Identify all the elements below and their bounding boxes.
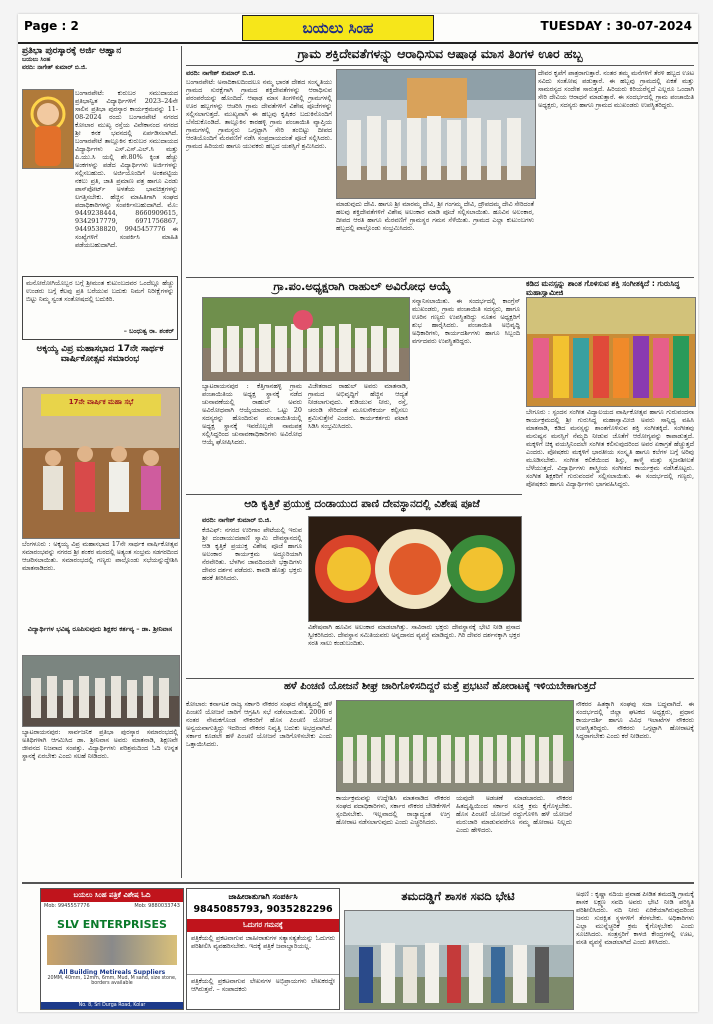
ad-banner: ಬಯಲು ಸಿಂಹ ಪತ್ರಿಕೆ ವಿಶೇಷ ಓದಿ (41, 889, 183, 902)
ad-contact-phones: 9845085793, 9035282296 (193, 904, 333, 915)
mla-visit-photo (344, 910, 574, 1010)
top-story-body-left: ಬಂಗಾರಪೇಟೆ: ಅನಾದಿಕಾಲದಿಂದಲೂ ನಮ್ಮ ಭಾರತ ದೇಶದ ಸಂಸ್ಕೃತಿಯು ಗ್ರಾಮದ ಸುರಕ್ಷೆಗಾಗಿ ಗ್ರಾಮದ ಶಕ್ತಿದೇವತೆಗಳನ್ನು ಆರಾಧಿಸುವ ಪರಂಪರೆಯನ್ನು ಹೊಂದಿದೆ. ಆಷಾಢ ಮಾಸ ತಿಂಗಳಿನಲ್ಲಿ ಗ್ರಾಮಗಳಲ್ಲಿ ಊರ ಹಬ್ಬಗಳನ್ನು ಆಚರಿಸಿ ಗ್ರಾಮ ದೇವತೆಗಳಿಗೆ ವಿಶೇಷ ಪೂಜೆಗಳನ್ನು ಸಲ್ಲಿಸಲಾಗುತ್ತದೆ. ಮುಖ್ಯವಾಗಿ ಈ ಹಬ್ಬವು ಕೃಷಿಕರ ಬದುಕಿನೊಂದಿಗೆ ಬೆಸೆದುಕೊಂಡಿದೆ. ತಾಲ್ಲೂಕಿನ ಕಾರಹಳ್ಳಿ ಗ್ರಾಮ ಪಂಚಾಯಿತಿ ವ್ಯಾಪ್ತಿಯ ಗ್ರಾಮಗಳಲ್ಲಿ ಗ್ರಾಮಸ್ಥರು ಒಗ್ಗಟ್ಟಾಗಿ ಸೇರಿ ತಂಬಿಟ್ಟು ದೀಪದ ಆರತಿಯೊಂದಿಗೆ ಮೆರವಣಿಗೆ ನಡೆಸಿ ಸಂಪ್ರದಾಯದಂತೆ ಪೂಜೆ ಸಲ್ಲಿಸಿದರು. ಗ್ರಾಮದ ಹಿರಿಯರು ಹಾಗೂ ಯುವಕರು ಹಬ್ಬದ ಯಶಸ್ಸಿಗೆ ಶ್ರಮಿಸಿದರು. (186, 78, 332, 150)
music-school-photo (526, 297, 696, 407)
newspaper-page (18, 14, 698, 1012)
ad-phone-left: Mob: 9945557776 (44, 903, 90, 909)
top-story-headline: ಗ್ರಾಮ ಶಕ್ತಿದೇವತೆಗಳನ್ನು ಆರಾಧಿಸುವ ಆಷಾಢ ಮಾಸ ತಿಂಗಳ ಊರ ಹಬ್ಬ (297, 46, 583, 61)
story1-body: ಬಂಗಾರಪೇಟೆ: ಕುರುಬರ ಸಮುದಾಯದ ಪ್ರತಿಭಾನ್ವಿತ ವಿದ್ಯಾರ್ಥಿಗಳಿಗೆ 2023–24ನೇ ಸಾಲಿನ ಪ್ರತಿಭಾ ಪುರಸ್ಕಾರ ಕಾರ್ಯಕ್ರಮವನ್ನು 11-08-2024 ರಂದು ಬಂಗಾರಪೇಟೆ ನಗರದ ಕೋಲಾರ ಮುಖ್ಯ ರಸ್ತೆಯ ವಿವೇಕಾನಂದ ನಗರದ ಶ್ರೀ ಕನಕ ಭವನದಲ್ಲಿ ಏರ್ಪಡಿಸಲಾಗಿದೆ. ಬಂಗಾರಪೇಟೆ ತಾಲ್ಲೂಕಿನ ಕುರುಬರ ಸಮುದಾಯದ ವಿದ್ಯಾರ್ಥಿಗಳು ಎಸ್.ಎಸ್.ಎಲ್.ಸಿ ಮತ್ತು ಪಿ.ಯು.ಸಿ ಯಲ್ಲಿ ಶೇ.80% ಕ್ಕಿಂತ ಹೆಚ್ಚು ಅಂಕಗಳನ್ನು ಪಡೆದ ವಿದ್ಯಾರ್ಥಿಗಳು ಅರ್ಜಿಗಳನ್ನು ಸಲ್ಲಿಸಬಹುದು. ಅರ್ಜಿಯೊಂದಿಗೆ ಅಂಕಪಟ್ಟಿಯ ನಕಲು ಪ್ರತಿ, ಜಾತಿ ಪ್ರಮಾಣ ಪತ್ರ ಹಾಗೂ ಎರಡು ಪಾಸ್‌ಪೋರ್ಟ್ ಅಳತೆಯ ಭಾವಚಿತ್ರಗಳನ್ನು ಲಗತ್ತಿಸಬೇಕು. ಹೆಚ್ಚಿನ ಮಾಹಿತಿಗಾಗಿ ಸಂಘದ ಪದಾಧಿಕಾರಿಗಳನ್ನು ಸಂಪರ್ಕಿಸಬಹುದಾಗಿದೆ. ಮೊ: 9449238444, 8660909615, 9342917779, 6971756867, 9449538820, 9945457776 ಈ ಸಂಖ್ಯೆಗಳಿಗೆ ಸಂಪರ್ಕಿಸಿ ಮಾಹಿತಿ ಪಡೆಯಬಹುದಾಗಿದೆ. (75, 89, 178, 249)
bottom-section-rule (22, 882, 694, 884)
notice-signature: – ಬಂಧುತ್ವ ರಾ. ಶಂಕರ್ (123, 327, 174, 335)
section-rule (186, 277, 694, 278)
masthead (18, 14, 698, 44)
ad-phone-right: Mob: 9880033743 (134, 903, 180, 909)
right-story-body: ಬೇಗೂರು : ಸ್ಪಂದನ ಸಂಗೀತ ವಿದ್ಯಾಲಯದ ವಾರ್ಷಿಕೋತ್ಸವ ಹಾಗೂ ಗುರುವಂದನಾ ಕಾರ್ಯಕ್ರಮದಲ್ಲಿ ಶ್ರೀ ಗುರುಸಿದ್ಧ ಮಹಾಸ್ವಾಮೀಜಿ ಅವರು ಸಾನ್ನಿಧ್ಯ ವಹಿಸಿ ಮಾತನಾಡಿ, ಕಡಿದ ಮನಸ್ಸನ್ನು ಶಾಂತಗೊಳಿಸುವ ಶಕ್ತಿ ಸಂಗೀತಕ್ಕಿದೆ. ಸಂಗೀತವು ಮನುಷ್ಯನ ಮನಸ್ಸಿಗೆ ನೆಮ್ಮದಿ ನೀಡುವ ಜೊತೆಗೆ ಆರೋಗ್ಯವನ್ನು ಕಾಪಾಡುತ್ತದೆ. ಮಕ್ಕಳಿಗೆ ಚಿಕ್ಕ ವಯಸ್ಸಿನಿಂದಲೇ ಸಂಗೀತ ಕಲಿಸುವುದರಿಂದ ಅವರ ಏಕಾಗ್ರತೆ ಹೆಚ್ಚುತ್ತದೆ ಎಂದರು. ಪೋಷಕರು ಮಕ್ಕಳಿಗೆ ಭಾರತೀಯ ಸಂಸ್ಕೃತಿ ಹಾಗೂ ಕಲೆಗಳ ಬಗ್ಗೆ ಅರಿವು ಮೂಡಿಸಬೇಕು. ಸಂಗೀತ ಕಲಿಕೆಯಿಂದ ಶಿಸ್ತು, ತಾಳ್ಮೆ ಮತ್ತು ಸೃಜನಶೀಲತೆ ಬೆಳೆಯುತ್ತದೆ. ವಿದ್ಯಾರ್ಥಿಗಳು ಶಾಸ್ತ್ರೀಯ ಸಂಗೀತದ ಕಾರ್ಯಕ್ರಮ ನಡೆಸಿಕೊಟ್ಟರು. ಸಂಗೀತ ಶಿಕ್ಷಕರಿಗೆ ಗುರುವಂದನೆ ಸಲ್ಲಿಸಲಾಯಿತು. ಈ ಸಂದರ್ಭದಲ್ಲಿ ಗಣ್ಯರು, ಪೋಷಕರು ಹಾಗೂ ವಿದ್ಯಾರ್ಥಿಗಳು ಭಾಗವಹಿಸಿದ್ದರು. (526, 408, 694, 488)
newspaper-title: ಬಯಲು ಸಿಂಹ (242, 15, 434, 41)
materials-graphic (47, 935, 177, 965)
story2-body: ಬೆಂಗಳೂರು : ಅಕ್ಕಯ್ಯ ವಿಪ್ರ ಮಹಾಸಭಾದ 17ನೇ ಸಾರ್ಥಕ ವಾರ್ಷಿಕೋತ್ಸವ ಸಮಾರಂಭವನ್ನು ನಗರದ ಶ್ರೀ ಶಂಕರ ಮಠದಲ್ಲಿ ಅತ್ಯಂತ ಸಂಭ್ರಮ ಸಡಗರದಿಂದ ಆಚರಿಸಲಾಯಿತು. ಸಮಾರಂಭದಲ್ಲಿ ಗಣ್ಯರು ಪಾಲ್ಗೊಂಡು ಸಭೆಯನ್ನುದ್ದೇಶಿಸಿ ಮಾತನಾಡಿದರು. (22, 540, 178, 572)
pension-story-headline: ಹಳೆ ಪಿಂಚಣಿ ಯೋಜನೆ ಶೀಘ್ರ ಜಾರಿಗೊಳಿಸದಿದ್ದರೆ ಮತ್ತೆ ಪ್ರಭಟನೆ ಹೋರಾಟಕ್ಕೆ ಇಳಿಯಬೇಕಾಗುತ್ತದೆ (283, 681, 597, 692)
slv-enterprises-ad (40, 888, 184, 1010)
top-story-byline: ವರದಿ: ನಾಗೇಶ್ ಕುಮಾರ್ ಬಿ.ಜಿ. (186, 69, 256, 77)
mid-story-body-right: ಸನ್ಮಾನಿಸಲಾಯಿತು. ಈ ಸಂದರ್ಭದಲ್ಲಿ ಕಾಂಗ್ರೆಸ್ ಮುಖಂಡರು, ಗ್ರಾಮ ಪಂಚಾಯಿತಿ ಸದಸ್ಯರು, ಹಾಗೂ ಊರಿನ ಗಣ್ಯರು ಉಪಸ್ಥಿತರಿದ್ದು ನೂತನ ಅಧ್ಯಕ್ಷರಿಗೆ ಶುಭ ಹಾರೈಸಿದರು. ಪಂಚಾಯಿತಿ ಅಭಿವೃದ್ಧಿ ಅಧಿಕಾರಿಗಳು, ಕಾರ್ಯದರ್ಶಿಗಳು ಹಾಗೂ ಸಿಬ್ಬಂದಿ ವರ್ಗದವರು ಉಪಸ್ಥಿತರಿದ್ದರು. (412, 297, 520, 345)
pension-story-body-far: ನೌಕರರ ಹಿತಕ್ಕಾಗಿ ಸಂಘವು ಸದಾ ಬದ್ಧವಾಗಿದೆ. ಈ ಸಂದರ್ಭದಲ್ಲಿ ಜಿಲ್ಲಾ ಘಟಕದ ಅಧ್ಯಕ್ಷರು, ಪ್ರಧಾನ ಕಾರ್ಯದರ್ಶಿ ಹಾಗೂ ವಿವಿಧ ಇಲಾಖೆಗಳ ನೌಕರರು ಉಪಸ್ಥಿತರಿದ್ದರು. ನೌಕರರು ಒಗ್ಗಟ್ಟಾಗಿ ಹೋರಾಟಕ್ಕೆ ಸಿದ್ಧರಾಗಬೇಕು ಎಂದು ಕರೆ ನೀಡಿದರು. (576, 700, 694, 740)
employees-group-photo (336, 700, 574, 792)
mid-story-body-mid: ವಿಜೇತರಾದ ರಾಹುಲ್ ಅವರು ಮಾತನಾಡಿ, ಗ್ರಾಮದ ಅಭಿವೃದ್ಧಿಗೆ ಹೆಚ್ಚಿನ ಆದ್ಯತೆ ನೀಡಲಾಗುವುದು. ಕುಡಿಯುವ ನೀರು, ರಸ್ತೆ, ಚರಂಡಿ ಸೇರಿದಂತೆ ಮೂಲಸೌಕರ್ಯ ಕಲ್ಪಿಸಲು ಶ್ರಮಿಸುತ್ತೇನೆ ಎಂದರು. ಕಾರ್ಯಕರ್ತರು ಪಟಾಕಿ ಸಿಡಿಸಿ ಸಂಭ್ರಮಿಸಿದರು. (308, 382, 408, 430)
stage-banner-text: 17ನೇ ವಾರ್ಷಿಕ ಮಹಾ ಸಭೆ (68, 398, 134, 406)
readers-notice-strip: ಓದುಗರ ಗಮನಕ್ಕೆ (187, 919, 339, 932)
notice-box (22, 276, 178, 340)
ad-details: 20MM, 40mm, 12mm, 6mm, Mud, M sand, size stone, borders available (47, 976, 177, 986)
bottom-story-headline: ತಮದಡ್ಡಿಗೆ ಶಾಸಕ ಸವದಿ ಭೇಟಿ (401, 889, 515, 903)
ad-company-name: SLV ENTERPRISES (57, 918, 167, 931)
readers-notice-body-2: ಪತ್ರಿಕೆಯಲ್ಲಿ ಪ್ರಕಟವಾಗುವ ಲೇಖನಗಳ ಅಭಿಪ್ರಾಯಗಳು ಲೇಖಕರದ್ದೇ ಆಗಿರುತ್ತವೆ. – ಸಂಪಾದಕರು (187, 974, 339, 1009)
temple-decoration-photo (308, 516, 522, 622)
top-story-body-mid: ಮಾಡುವುದು ದೇವಿ. ಹಾಗೂ ಶ್ರೀ ಮಾರಮ್ಮ ದೇವಿ, ಶ್ರೀ ಗಂಗಮ್ಮ ದೇವಿ, ದ್ರೌಪದಮ್ಮ ದೇವಿ ಸೇರಿದಂತೆ ಹಲವು ಶಕ್ತಿದೇವತೆಗಳಿಗೆ ವಿಶೇಷ ಅಲಂಕಾರ ಮಾಡಿ ಪೂಜೆ ಸಲ್ಲಿಸಲಾಯಿತು. ಹೂವಿನ ಅಲಂಕಾರ, ದೀಪದ ಆರತಿ ಹಾಗೂ ಮೆರವಣಿಗೆ ಗ್ರಾಮಸ್ಥರ ಗಮನ ಸೆಳೆಯಿತು. ಗ್ರಾಮದ ಎಲ್ಲಾ ಕುಟುಂಬಗಳು ಹಬ್ಬದಲ್ಲಿ ಪಾಲ್ಗೊಂಡು ಸಂಭ್ರಮಿಸಿದರು. (336, 200, 534, 232)
mid-story-body-left: ಬ್ಯಾಟರಾಯನಪುರ : ಕೆತ್ತಿಗಾನಹಳ್ಳಿ ಗ್ರಾಮ ಪಂಚಾಯಿತಿಯ ಅಧ್ಯಕ್ಷ ಸ್ಥಾನಕ್ಕೆ ನಡೆದ ಚುನಾವಣೆಯಲ್ಲಿ ರಾಹುಲ್ ಅವರು ಅವಿರೋಧವಾಗಿ ಆಯ್ಕೆಯಾದರು. ಒಟ್ಟು 20 ಸದಸ್ಯರನ್ನು ಹೊಂದಿರುವ ಪಂಚಾಯಿತಿಯಲ್ಲಿ ಅಧ್ಯಕ್ಷ ಸ್ಥಾನಕ್ಕೆ ಇವರೊಬ್ಬರೇ ನಾಮಪತ್ರ ಸಲ್ಲಿಸಿದ್ದರಿಂದ ಚುನಾವಣಾಧಿಕಾರಿಗಳು ಅವಿರೋಧ ಆಯ್ಕೆ ಘೋಷಿಸಿದರು. (202, 382, 302, 446)
ad-tagline: All Building Metireals Suppliers (58, 969, 166, 976)
story2-headline: ಅಕ್ಕಯ್ಯ ವಿಪ್ರ ಮಹಾಸಭಾದ 17ನೇ ಸಾರ್ಥಕ ವಾರ್ಷಿಕೋತ್ಸವ ಸಮಾರಂಭ (36, 344, 164, 365)
vipra-sabha-stage-photo (22, 387, 180, 539)
aadi-story-body-left: ಕೆಜಿಎಫ್: ನಗರದ ಉರಿಗಾಂ ಪೇಟೆಯಲ್ಲಿ ಇರುವ ಶ್ರೀ ದಂಡಾಯುದಪಾಣಿ ಸ್ವಾಮಿ ದೇವಸ್ಥಾನದಲ್ಲಿ ಆಡಿ ಕೃತ್ತಿಕೆ ಪ್ರಯುಕ್ತ ವಿಶೇಷ ಪೂಜೆ ಹಾಗೂ ಅಲಂಕಾರ ಕಾರ್ಯಕ್ರಮ ಅದ್ಧೂರಿಯಾಗಿ ನೆರವೇರಿತು. ಬೆಳಗಿನ ಜಾವದಿಂದಲೇ ಭಕ್ತಾದಿಗಳು ದೇವರ ದರ್ಶನ ಪಡೆದರು. ಕಾವಡಿ ಹೊತ್ತು ಭಕ್ತರು ಹರಕೆ ತೀರಿಸಿದರು. (202, 526, 302, 582)
issue-date: TUESDAY : 30-07-2024 (540, 19, 692, 33)
page-number: Page : 2 (24, 19, 79, 33)
story3-body: ಬ್ಯಾಟರಾಯನಪುರ: ಸಾರ್ವಜನಿಕ ಪ್ರತಿಭಾ ಪುರಸ್ಕಾರ ಸಮಾರಂಭದಲ್ಲಿ ಅತಿಥಿಗಳಾಗಿ ಆಗಮಿಸಿದ ಡಾ. ಶ್ರೀನಿವಾಸ ಅವರು ಮಾತನಾಡಿ, ಶಿಕ್ಷಣವೇ ಜೀವನದ ನಿಜವಾದ ಸಂಪತ್ತು. ವಿದ್ಯಾರ್ಥಿಗಳು ಪರಿಶ್ರಮದಿಂದ ಓದಿ ಉನ್ನತ ಸ್ಥಾನಕ್ಕೆ ಏರಬೇಕು ಎಂದು ಸಲಹೆ ನೀಡಿದರು. (22, 728, 178, 760)
notice-body: ಮನೋರೋಗಿಯೊಬ್ಬರ ಬಗ್ಗೆ ಶ್ರೀಮಂತ ಕುಟುಂಬದವರ ಒಂದೆಲ್ಲೂ ಹೆಚ್ಚು ಉಂಡರು ಬಗ್ಗೆ ಕೆಲವು ಪ್ರತಿ ಬರೆಯುವ ಬದುಕು ನಿಮಗೆ ನಿರೀಕ್ಷೆಗಳನ್ನು ಬಿಟ್ಟು ನಿಮ್ಮ ಸ್ವಂತ ಸಂತೋಷದಲ್ಲಿ ಬದುಕಿರಿ. (26, 279, 174, 303)
advertisement-contact-box (186, 888, 340, 1010)
pension-story-body-left: ಕೋಲಾರ: ಕರ್ನಾಟಕ ರಾಜ್ಯ ಸರ್ಕಾರಿ ನೌಕರರ ಸಂಘದ ನೇತೃತ್ವದಲ್ಲಿ ಹಳೆ ಪಿಂಚಣಿ ಯೋಜನೆ ಜಾರಿಗೆ ಆಗ್ರಹಿಸಿ ಸಭೆ ನಡೆಸಲಾಯಿತು. 2006 ರ ನಂತರ ನೇಮಕಗೊಂಡ ನೌಕರರಿಗೆ ಹೊಸ ಪಿಂಚಣಿ ಯೋಜನೆ ಅನ್ವಯವಾಗುತ್ತಿದ್ದು ಇದರಿಂದ ನೌಕರರ ನಿವೃತ್ತಿ ಬದುಕು ಅಭದ್ರವಾಗಿದೆ. ಸರ್ಕಾರ ಕೂಡಲೇ ಹಳೆ ಪಿಂಚಣಿ ಯೋಜನೆ ಜಾರಿಗೊಳಿಸಬೇಕು ಎಂದು ಒತ್ತಾಯಿಸಿದರು. (186, 700, 332, 748)
award-event-photo (22, 655, 180, 727)
mid-story-headline: ಗ್ರಾ.ಪಂ.ಅಧ್ಯಕ್ಷರಾಗಿ ರಾಹುಲ್ ಅವಿರೋಧ ಆಯ್ಕೆ (273, 279, 451, 293)
story1-byline: ವರದಿ: ನಾಗೇಶ್ ಕುಮಾರ್ ಬಿ.ಜಿ. (22, 64, 88, 72)
pension-story-body-mid: ಕಾರ್ಯಕ್ರಮವನ್ನು ಉದ್ದೇಶಿಸಿ ಮಾತನಾಡಿದ ನೌಕರರ ಸಂಘದ ಪದಾಧಿಕಾರಿಗಳು, ಸರ್ಕಾರ ನೌಕರರ ಬೇಡಿಕೆಗಳಿಗೆ ಸ್ಪಂದಿಸಬೇಕು. ಇಲ್ಲವಾದಲ್ಲಿ ರಾಜ್ಯಾದ್ಯಂತ ಉಗ್ರ ಹೋರಾಟ ನಡೆಸಲಾಗುವುದು ಎಂದು ಎಚ್ಚರಿಸಿದರು. (336, 794, 450, 826)
aadi-story-byline: ವರದಿ: ನಾಗೇಶ್ ಕುಮಾರ್ ಬಿ.ಜಿ. (202, 516, 272, 524)
story1-dateline: ಬಯಲು ಸಿಂಹ (22, 56, 51, 64)
aadi-story-headline: ಆಡಿ ಕೃತ್ತಿಕೆ ಪ್ರಯುಕ್ತ ದಂಡಾಯುದ ಪಾಣಿ ದೇವಸ್ಥಾನದಲ್ಲಿ ವಿಶೇಷ ಪೂಜೆ (244, 498, 480, 510)
section-rule (186, 494, 522, 495)
swamiji-portrait-photo (22, 89, 74, 169)
top-story-body-right: ದೇವರ ಕೃಪೆಗೆ ಪಾತ್ರರಾಗುತ್ತಾರೆ. ನಂತರ ತಮ್ಮ ಮನೆಗಳಿಗೆ ತೆರಳಿ ಹಬ್ಬದ ಊಟ ಸವಿದು ಸಂತೋಷ ಪಡುತ್ತಾರೆ. ಈ ಹಬ್ಬವು ಗ್ರಾಮದಲ್ಲಿ ಏಕತೆ ಮತ್ತು ಸಾಮರಸ್ಯದ ಸಂದೇಶ ಸಾರುತ್ತದೆ. ಹಿರಿಯರು ಕಿರಿಯರೆನ್ನದೆ ಎಲ್ಲರೂ ಒಂದಾಗಿ ಸೇರಿ ದೇವಿಯ ಆರಾಧನೆ ಮಾಡುತ್ತಾರೆ. ಈ ಸಂದರ್ಭದಲ್ಲಿ ಗ್ರಾಮ ಪಂಚಾಯಿತಿ ಅಧ್ಯಕ್ಷರು, ಸದಸ್ಯರು ಹಾಗೂ ಗ್ರಾಮದ ಮುಖಂಡರು ಉಪಸ್ಥಿತರಿದ್ದರು. (538, 69, 694, 109)
column-divider (181, 46, 182, 878)
left-column (22, 46, 178, 72)
village-festival-photo (336, 69, 536, 199)
aadi-story-body-right: ವಿಶೇಷವಾಗಿ ಹೂವಿನ ಅಲಂಕಾರ ಮಾಡಲಾಗಿತ್ತು. ಸಾವಿರಾರು ಭಕ್ತರು ದೇವಸ್ಥಾನಕ್ಕೆ ಭೇಟಿ ನೀಡಿ ಪ್ರಸಾದ ಸ್ವೀಕರಿಸಿದರು. ದೇವಸ್ಥಾನ ಸಮಿತಿಯವರು ಅನ್ನದಾನದ ವ್ಯವಸ್ಥೆ ಮಾಡಿದ್ದರು. ಗಿರಿ ದೇವರ ದರ್ಶನಕ್ಕಾಗಿ ಭಕ್ತರ ಸರತಿ ಸಾಲು ಕಂಡುಬಂದಿತು. (308, 623, 520, 647)
section-rule (186, 678, 694, 679)
ad-contact-title: ಜಾಹೀರಾತುಗಾಗಿ ಸಂಪರ್ಕಿಸಿ (228, 892, 298, 901)
story3-headline: ವಿದ್ಯಾರ್ಥಿಗಳ ಭವಿಷ್ಯ ರೂಪಿಸುವುದು ಶಿಕ್ಷಕರ ಕರ್ತವ್ಯ – ಡಾ. ಶ್ರೀನಿವಾಸ (27, 625, 173, 633)
bottom-story-body: ಅಥಣಿ : ಕೃಷ್ಣಾ ನದಿಯ ಪ್ರವಾಹ ಪೀಡಿತ ತಮದಡ್ಡಿ ಗ್ರಾಮಕ್ಕೆ ಶಾಸಕ ಲಕ್ಷ್ಮಣ ಸವದಿ ಅವರು ಭೇಟಿ ನೀಡಿ ಪರಿಸ್ಥಿತಿ ಪರಿಶೀಲಿಸಿದರು. ನದಿ ನೀರು ಏರಿಕೆಯಾಗಿರುವುದರಿಂದ ಜನರು ಸುರಕ್ಷಿತ ಸ್ಥಳಗಳಿಗೆ ತೆರಳಬೇಕು. ಅಧಿಕಾರಿಗಳು ಎಲ್ಲಾ ಮುನ್ನೆಚ್ಚರಿಕೆ ಕ್ರಮ ಕೈಗೊಳ್ಳಬೇಕು ಎಂದು ಸೂಚಿಸಿದರು. ಸಂತ್ರಸ್ತರಿಗೆ ಕಾಳಜಿ ಕೇಂದ್ರಗಳಲ್ಲಿ ಊಟ, ವಸತಿ ವ್ಯವಸ್ಥೆ ಮಾಡಲಾಗಿದೆ ಎಂದು ತಿಳಿಸಿದರು. (576, 890, 694, 946)
headline-rule (186, 65, 694, 66)
readers-notice-body: ಪತ್ರಿಕೆಯಲ್ಲಿ ಪ್ರಕಟವಾಗುವ ಜಾಹೀರಾತುಗಳ ಸತ್ಯಾಸತ್ಯತೆಯನ್ನು ಓದುಗರು ಪರಿಶೀಲಿಸಿ ವ್ಯವಹರಿಸಬೇಕು. ಇದಕ್ಕೆ ಪತ್ರಿಕೆ ಜವಾಬ್ದಾರಿಯಲ್ಲ. (191, 934, 335, 950)
story1-headline: ಪ್ರತಿಭಾ ಪುರಸ್ಕಾರಕ್ಕೆ ಅರ್ಜಿ ಆಹ್ವಾನ (22, 46, 122, 56)
pension-story-body-right: ಯವುದೇ ಅಡಚಣೆ ಮಾಡಬಾರದು. ನೌಕರರ ಹಿತದೃಷ್ಟಿಯಿಂದ ಸರ್ಕಾರ ಸೂಕ್ತ ಕ್ರಮ ಕೈಗೊಳ್ಳಬೇಕು. ಹೊಸ ಪಿಂಚಣಿ ಯೋಜನೆ ರದ್ದುಗೊಳಿಸಿ ಹಳೆ ಯೋಜನೆ ಮರುಜಾರಿ ಮಾಡುವವರೆಗೂ ನಮ್ಮ ಹೋರಾಟ ನಿಲ್ಲದು ಎಂದು ಹೇಳಿದರು. (456, 794, 572, 834)
panchayat-president-photo (202, 297, 410, 381)
ad-address: No. 8, Sri Durga Road, Kolar (41, 1002, 183, 1009)
right-story-headline: ಕಡಿದ ಮನಸ್ಸನ್ನು ಶಾಂತ ಗೊಳಿಸುವ ಶಕ್ತಿ ಸಂಗೀತಕ್ಕಿದೆ : ಗುರುಸಿದ್ಧ ಮಹಾಸ್ವಾಮೀಜಿ (526, 279, 680, 297)
